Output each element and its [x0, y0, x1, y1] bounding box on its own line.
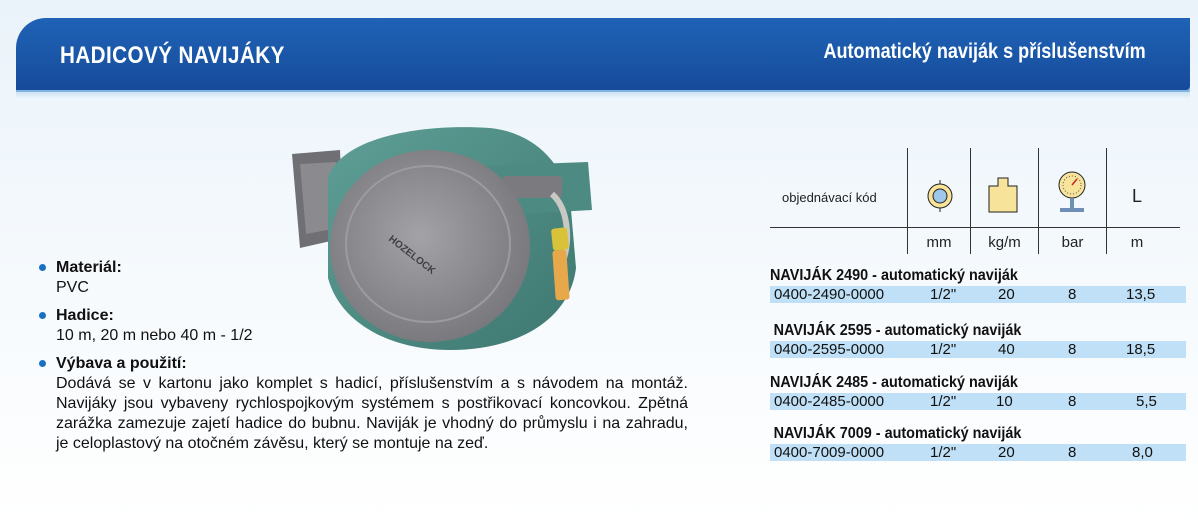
spec-value: PVC [56, 279, 89, 296]
unit-bar: bar [1061, 234, 1084, 251]
product-name: NAVIJÁK 2490 - automatický naviják [770, 267, 1018, 284]
brand-logo-text: HOZELOCK [386, 233, 438, 277]
product-kgm: 20 [998, 286, 1015, 303]
product-m: 5,5 [1136, 393, 1157, 410]
diameter-icon [925, 180, 955, 212]
unit-mm: mm [926, 234, 952, 251]
product-block [770, 266, 1180, 303]
product-kgm: 20 [998, 444, 1015, 461]
product-m: 13,5 [1126, 286, 1156, 303]
product-code: 0400-2485-0000 [774, 393, 885, 410]
product-mm: 1/2" [930, 286, 957, 303]
pressure-gauge-icon [1054, 170, 1090, 216]
length-icon: L [1132, 186, 1143, 206]
spec-hose [38, 306, 698, 346]
page-title: HADICOVÝ NAVIJÁKY [60, 42, 285, 69]
bullet-icon [39, 360, 46, 367]
table-header [770, 148, 1180, 254]
product-name: NAVIJÁK 2595 - automatický naviják [773, 322, 1022, 339]
unit-m: m [1130, 234, 1144, 251]
table-row [770, 444, 1186, 461]
table-row [770, 393, 1186, 410]
product-block [770, 373, 1180, 410]
product-kgm: 10 [996, 393, 1013, 410]
spec-list [38, 258, 698, 462]
spec-material [38, 258, 698, 298]
product-bar: 8 [1068, 286, 1077, 303]
table-row [770, 286, 1186, 303]
page-subtitle: Automatický naviják s příslušenstvím [823, 40, 1146, 63]
product-table [770, 148, 1180, 461]
header-banner [16, 18, 1190, 90]
weight-icon [985, 174, 1021, 214]
product-mm: 1/2" [930, 393, 957, 410]
product-name: NAVIJÁK 7009 - automatický naviják [773, 425, 1022, 442]
product-block [770, 424, 1180, 461]
product-m: 8,0 [1132, 444, 1153, 461]
product-mm: 1/2" [930, 444, 957, 461]
spec-label: Výbava a použití: [56, 355, 187, 372]
bullet-icon [39, 264, 46, 271]
spec-label: Hadice: [56, 307, 114, 324]
header-stripe [16, 92, 1190, 98]
unit-kgm: kg/m [988, 234, 1021, 251]
bullet-icon [39, 312, 46, 319]
table-row [770, 341, 1186, 358]
product-m: 18,5 [1126, 341, 1156, 358]
product-mm: 1/2" [930, 341, 957, 358]
product-bar: 8 [1068, 444, 1077, 461]
header-divider [770, 227, 1180, 228]
spec-equipment [38, 354, 698, 454]
spec-label: Materiál: [56, 259, 122, 276]
product-block [770, 321, 1180, 358]
product-code: 0400-2595-0000 [774, 341, 885, 358]
product-bar: 8 [1068, 393, 1077, 410]
product-name: NAVIJÁK 2485 - automatický naviják [770, 374, 1018, 391]
order-code-label: objednávací kód [782, 190, 877, 205]
product-kgm: 40 [998, 341, 1015, 358]
spec-value: 10 m, 20 m nebo 40 m - 1/2 [56, 327, 253, 344]
product-code: 0400-2490-0000 [774, 286, 885, 303]
product-bar: 8 [1068, 341, 1077, 358]
spec-description: Dodává se v kartonu jako komplet s hadicí, příslušenstvím a s návodem na montáž. Navijáky jsou vybaveny rychlospojkovým systémem s postřikovací koncovkou. Zpětná zarážka zamezuje zajetí hadice do bubnu. Naviják je vhodný do průmyslu i na zahradu, je celoplastový na otočném závěsu, který se montuje na zeď. [56, 375, 688, 452]
product-code: 0400-7009-0000 [774, 444, 885, 461]
